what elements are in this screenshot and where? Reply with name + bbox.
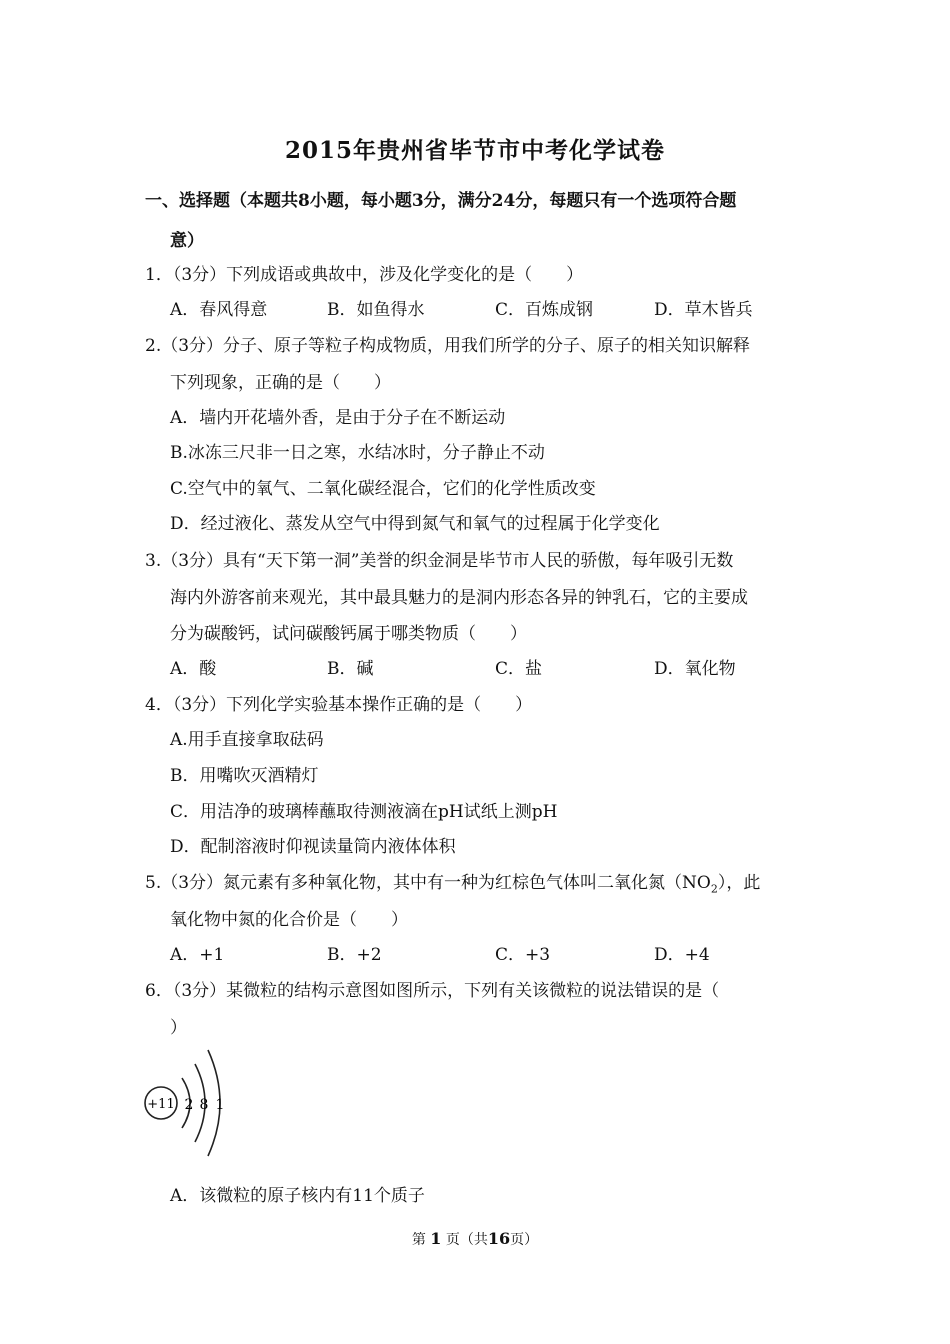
- page-title: 2015年贵州省毕节市中考化学试卷: [284, 137, 665, 164]
- footer-total-pages: 16: [487, 1229, 511, 1248]
- q3-option-d: D．氧化物: [654, 659, 736, 679]
- shell-electrons-1: 2: [184, 1097, 194, 1113]
- shell-electrons-3: 1: [215, 1097, 225, 1113]
- q5-option-a: A．+1: [170, 945, 225, 965]
- question-3-cont2: 分为碳酸钙，试问碳酸钙属于哪类物质（ ）: [170, 624, 527, 644]
- q2-option-b: B.冰冻三尺非一日之寒，水结冰时，分子静止不动: [170, 443, 545, 463]
- atom-structure-diagram: [140, 1040, 240, 1160]
- section-heading-cont: 意）: [170, 231, 204, 251]
- question-5-text-end: ），此: [717, 873, 761, 893]
- footer-post: 页）: [510, 1232, 539, 1248]
- question-6-cont: ）: [170, 1018, 187, 1038]
- q3-option-b: B．碱: [327, 659, 374, 679]
- q5-option-d: D．+4: [654, 945, 710, 965]
- question-1: 1．（3分）下列成语或典故中，涉及化学变化的是（ ）: [145, 265, 584, 285]
- q6-option-a: A．该微粒的原子核内有11个质子: [170, 1186, 425, 1206]
- question-3: 3.（3分）具有“天下第一洞”美誉的织金洞是毕节市人民的骄傲，每年吸引无数: [145, 551, 734, 571]
- page-footer: [0, 1229, 950, 1249]
- q1-option-d: D．草木皆兵: [654, 300, 753, 320]
- q1-option-b: B．如鱼得水: [327, 300, 425, 320]
- q1-option-c: C．百炼成钢: [495, 300, 594, 320]
- question-5-text: 5.（3分）氮元素有多种氧化物，其中有一种为红棕色气体叫二氧化氮（NO: [145, 873, 711, 893]
- no2-subscript: 2: [710, 882, 718, 896]
- nucleus-charge: +11: [147, 1097, 175, 1112]
- q2-option-d: D．经过液化、蒸发从空气中得到氮气和氧气的过程属于化学变化: [170, 514, 660, 534]
- question-3-cont1: 海内外游客前来观光，其中最具魅力的是洞内形态各异的钟乳石，它的主要成: [170, 588, 748, 608]
- q2-option-c: C.空气中的氧气、二氧化碳经混合，它们的化学性质改变: [170, 479, 596, 499]
- q5-option-c: C．+3: [495, 945, 551, 965]
- q1-option-a: A．春风得意: [170, 300, 268, 320]
- shell-electrons-2: 8: [199, 1097, 209, 1113]
- q2-option-a: A．墙内开花墙外香，是由于分子在不断运动: [170, 408, 506, 428]
- footer-page-number: 1: [430, 1229, 442, 1248]
- question-4: 4．（3分）下列化学实验基本操作正确的是（ ）: [145, 695, 533, 715]
- q5-option-b: B．+2: [327, 945, 382, 965]
- q3-option-a: A．酸: [170, 659, 217, 679]
- question-2-cont: 下列现象，正确的是（ ）: [170, 373, 391, 393]
- question-5-cont: 氧化物中氮的化合价是（ ）: [170, 910, 408, 930]
- section-heading: 一、选择题（本题共8小题，每小题3分，满分24分，每题只有一个选项符合题: [145, 191, 737, 211]
- q3-option-c: C．盐: [495, 659, 543, 679]
- q4-option-c: C．用洁净的玻璃棒蘸取待测液滴在pH试纸上测pH: [170, 802, 558, 822]
- footer-mid: 页（共: [445, 1232, 488, 1248]
- q4-option-b: B．用嘴吹灭酒精灯: [170, 766, 319, 786]
- question-6: 6．（3分）某微粒的结构示意图如图所示，下列有关该微粒的说法错误的是（: [145, 981, 720, 1001]
- question-2: 2.（3分）分子、原子等粒子构成物质，用我们所学的分子、原子的相关知识解释: [145, 336, 751, 356]
- question-5: [145, 868, 760, 895]
- q4-option-a: A.用手直接拿取砝码: [170, 730, 324, 750]
- footer-pre: 第: [411, 1232, 426, 1248]
- q4-option-d: D．配制溶液时仰视读量筒内液体体积: [170, 837, 456, 857]
